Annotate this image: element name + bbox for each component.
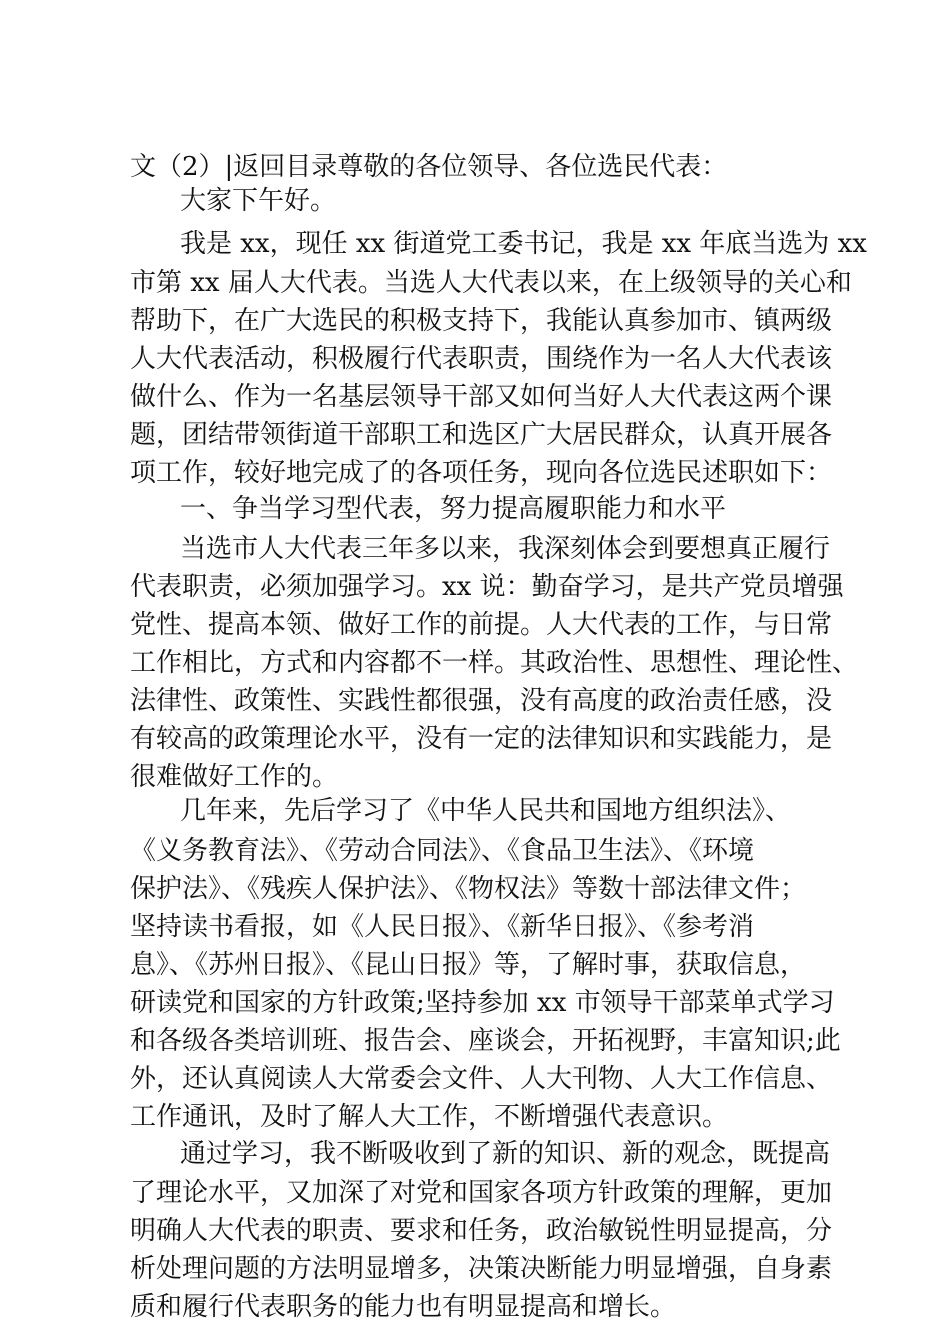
text-line: 做什么、作为一名基层领导干部又如何当好人大代表这两个课 [130,382,833,412]
section-heading: 一、争当学习型代表，努力提高履职能力和水平 [180,494,727,524]
text-line: 代表职责，必须加强学习。xx 说：勤奋学习，是共产党员增强 [130,572,844,602]
text-line: 通过学习，我不断吸收到了新的知识、新的观念，既提高 [180,1139,831,1169]
text-line: 和各级各类培训班、报告会、座谈会，开拓视野，丰富知识;此 [130,1026,841,1056]
text-line: 有较高的政策理论水平，没有一定的法律知识和实践能力，是 [130,724,833,754]
text-line: 明确人大代表的职责、要求和任务，政治敏锐性明显提高，分 [130,1216,833,1246]
text-line: 大家下午好。 [180,186,337,216]
text-line: 项工作，较好地完成了的各项任务，现向各位选民述职如下： [130,458,833,488]
text-line: 外，还认真阅读人大常委会文件、人大刊物、人大工作信息、 [130,1064,833,1094]
text-line: 息》、《苏州日报》、《昆山日报》等，了解时事，获取信息， [130,950,807,980]
text-line: 文（2）|返回目录尊敬的各位领导、各位选民代表： [130,152,728,182]
text-line: 党性、提高本领、做好工作的前提。人大代表的工作，与日常 [130,610,833,640]
text-line: 题，团结带领街道干部职工和选区广大居民群众，认真开展各 [130,420,833,450]
text-line: 几年来，先后学习了《中华人民共和国地方组织法》、 [180,796,792,826]
text-line: 质和履行代表职务的能力也有明显提高和增长。 [130,1292,677,1322]
text-line: 了理论水平，又加深了对党和国家各项方针政策的理解，更加 [130,1178,833,1208]
text-line: 市第 xx 届人大代表。当选人大代表以来，在上级领导的关心和 [130,268,852,298]
text-line: 保护法》、《残疾人保护法》、《物权法》等数十部法律文件； [130,874,807,904]
text-line: 法律性、政策性、实践性都很强，没有高度的政治责任感，没 [130,686,833,716]
text-line: 研读党和国家的方针政策;坚持参加 xx 市领导干部菜单式学习 [130,988,835,1018]
text-line: 工作相比，方式和内容都不一样。其政治性、思想性、理论性、 [130,648,859,678]
text-line: 人大代表活动，积极履行代表职责，围绕作为一名人大代表该 [130,344,833,374]
text-line: 工作通讯，及时了解人大工作，不断增强代表意识。 [130,1102,729,1132]
text-line: 很难做好工作的。 [130,762,339,792]
text-line: 析处理问题的方法明显增多，决策决断能力明显增强，自身素 [130,1254,833,1284]
text-line: 帮助下，在广大选民的积极支持下，我能认真参加市、镇两级 [130,306,833,336]
text-line: 坚持读书看报，如《人民日报》、《新华日报》、《参考消 [130,912,755,942]
text-line: 《义务教育法》、《劳动合同法》、《食品卫生法》、《环境 [130,836,755,866]
text-line: 当选市人大代表三年多以来，我深刻体会到要想真正履行 [180,534,831,564]
text-line: 我是 xx，现任 xx 街道党工委书记，我是 xx 年底当选为 xx [180,229,867,259]
